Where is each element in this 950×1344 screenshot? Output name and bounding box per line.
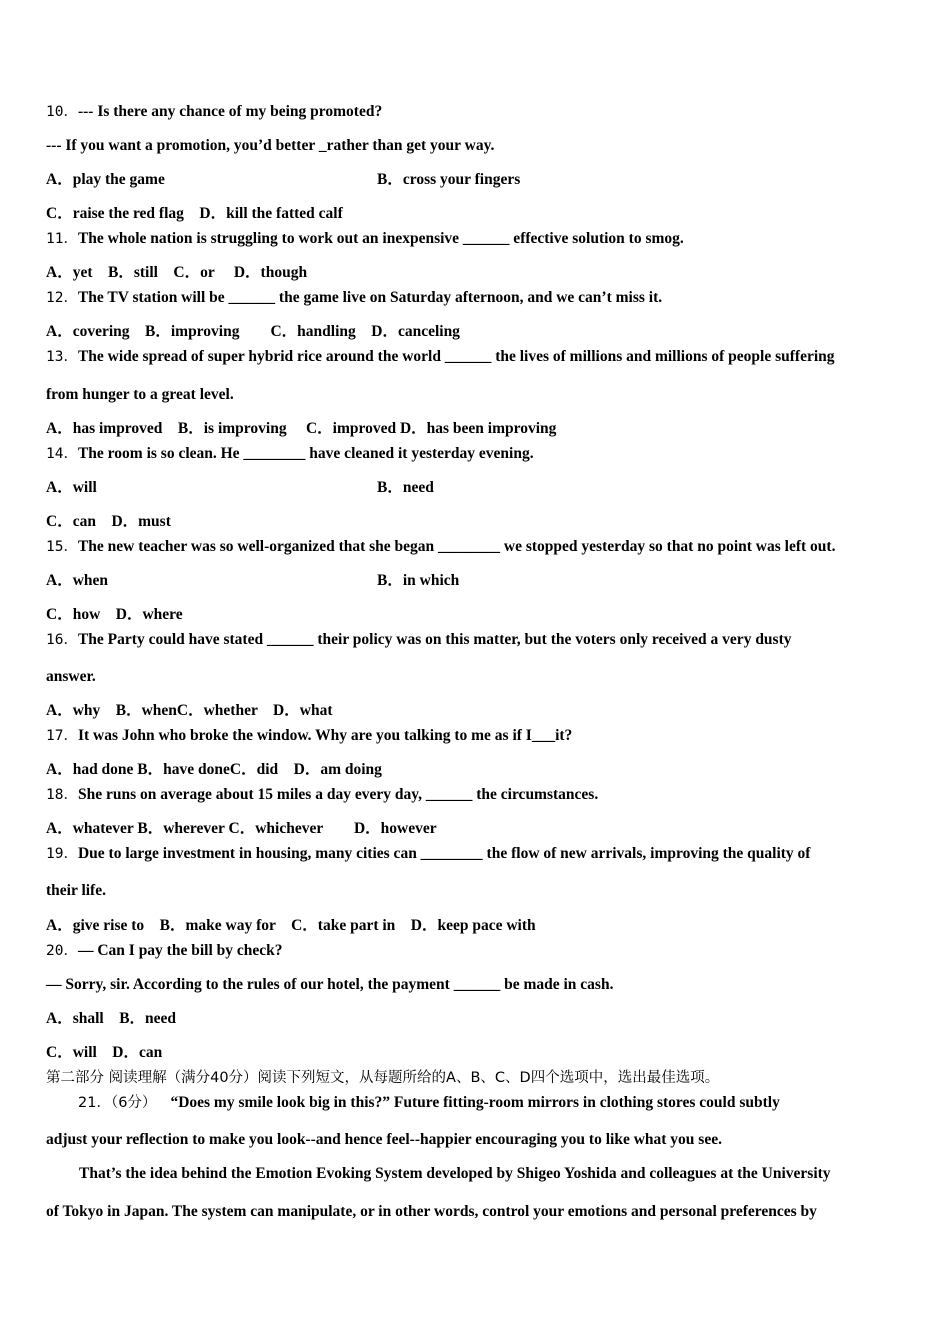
q10-stem: 10．--- Is there any chance of my being promoted? bbox=[46, 103, 383, 120]
q17-stem: 17．It was John who broke the window. Why are you talking to me as if I___it? bbox=[46, 727, 573, 744]
q10-stem-line2: --- If you want a promotion, you’d better _rather than get your way. bbox=[46, 137, 495, 154]
q14-option-b: B．need bbox=[377, 479, 434, 496]
q19-options: A．give rise to B．make way for C．take part in D．keep pace with bbox=[46, 917, 536, 934]
q18-stem: 18．She runs on average about 15 miles a day every day, ______ the circumstances. bbox=[46, 786, 599, 803]
q15-option-b: B．in which bbox=[377, 572, 460, 589]
q12-options: A．covering B．improving C．handling D．canceling bbox=[46, 323, 460, 340]
passage-para2-line1: That’s the idea behind the Emotion Evoking System developed by Shigeo Yoshida and colleagues at the University bbox=[79, 1165, 831, 1182]
q14-stem: 14．The room is so clean. He ________ have cleaned it yesterday evening. bbox=[46, 445, 534, 462]
q12-stem: 12．The TV station will be ______ the game live on Saturday afternoon, and we can’t miss it. bbox=[46, 289, 663, 306]
q16-options: A．why B．whenC．whether D．what bbox=[46, 702, 333, 719]
q14-option-a: A．will bbox=[46, 479, 97, 496]
q16-stem-cont: answer. bbox=[46, 668, 96, 685]
q21-line1: 21．（6分） “Does my smile look big in this?” Future fitting-room mirrors in clothing stores could subtly bbox=[78, 1094, 780, 1111]
q20-stem-line2: — Sorry, sir. According to the rules of our hotel, the payment ______ be made in cash. bbox=[46, 976, 614, 993]
q14-options-ab bbox=[46, 478, 434, 498]
q20-options-ab: A．shall B．need bbox=[46, 1010, 177, 1027]
q17-options: A．had done B．have doneC．did D．am doing bbox=[46, 761, 382, 778]
q21-line2: adjust your reflection to make you look--and hence feel--happier encouraging you to like what you see. bbox=[46, 1131, 722, 1148]
q13-stem-cont: from hunger to a great level. bbox=[46, 386, 234, 403]
q11-stem: 11．The whole nation is struggling to work out an inexpensive ______ effective solution to smog. bbox=[46, 230, 684, 247]
q14-options-cd: C．can D．must bbox=[46, 513, 171, 530]
q11-options: A．yet B．still C．or D．though bbox=[46, 264, 308, 281]
q10-option-b: B．cross your fingers bbox=[377, 171, 521, 188]
q18-options: A．whatever B．wherever C．whichever D．however bbox=[46, 820, 437, 837]
q21-number: 21．（6分） bbox=[78, 1095, 157, 1111]
q16-stem: 16．The Party could have stated ______ their policy was on this matter, but the voters only received a very dusty bbox=[46, 631, 792, 648]
q19-stem-cont: their life. bbox=[46, 882, 106, 899]
q15-option-a: A．when bbox=[46, 572, 109, 589]
q20-stem: 20．— Can I pay the bill by check? bbox=[46, 942, 283, 959]
q13-stem: 13．The wide spread of super hybrid rice around the world ______ the lives of millions and millions of people suffering bbox=[46, 348, 835, 365]
q10-option-a: A．play the game bbox=[46, 171, 165, 188]
q20-options-cd: C．will D．can bbox=[46, 1044, 163, 1061]
q15-options-ab bbox=[46, 571, 460, 591]
q15-stem: 15．The new teacher was so well-organized that she began ________ we stopped yesterday so that no point was left out. bbox=[46, 538, 836, 555]
q10-options-ab bbox=[46, 170, 521, 190]
q10-options-cd: C．raise the red flag D．kill the fatted calf bbox=[46, 205, 343, 222]
q19-stem: 19．Due to large investment in housing, many cities can ________ the flow of new arrivals, improving the quality of bbox=[46, 845, 811, 862]
q15-options-cd: C．how D．where bbox=[46, 606, 183, 623]
section2-heading: 第二部分 阅读理解（满分40分）阅读下列短文，从每题所给的A、B、C、D四个选项中，选出最佳选项。 bbox=[46, 1070, 720, 1086]
q13-options: A．has improved B．is improving C．improved D．has been improving bbox=[46, 420, 557, 437]
passage-para2-line2: of Tokyo in Japan. The system can manipulate, or in other words, control your emotions and personal preferences by bbox=[46, 1203, 817, 1220]
